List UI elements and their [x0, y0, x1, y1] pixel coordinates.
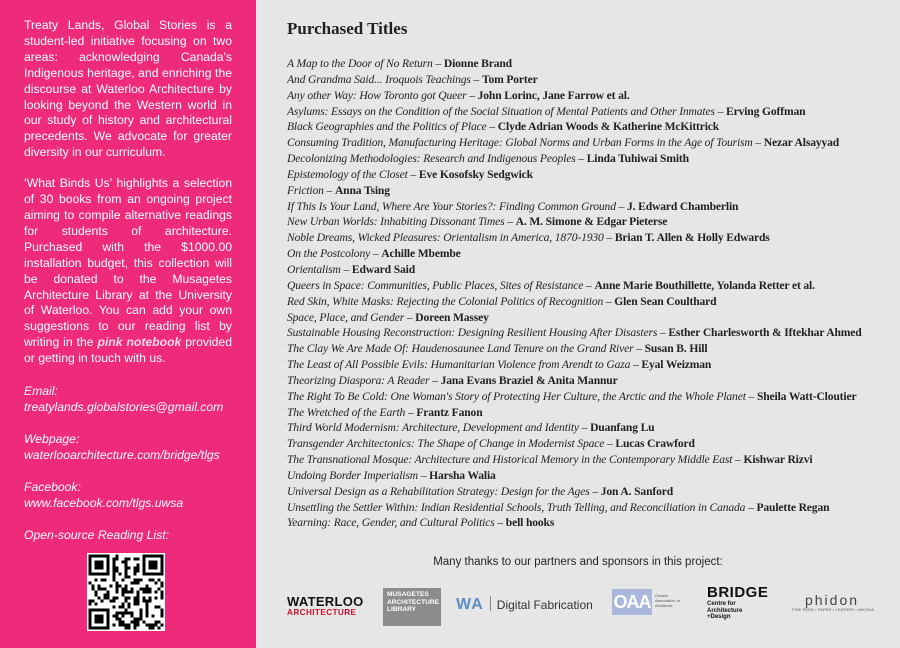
book-title: Yearning: Race, Gender, and Cultural Politics — [287, 516, 495, 530]
page-title: Purchased Titles — [287, 19, 408, 38]
book-title: The Right To Be Cold: One Woman's Story of Protecting Her Culture, the Arctic and the Whole Planet — [287, 389, 746, 403]
title-author-separator: – — [473, 72, 480, 86]
book-list-item — [287, 452, 897, 468]
title-author-separator: – — [406, 310, 413, 324]
phidon-logo-line1: phidon — [804, 592, 860, 608]
email-label: Email: — [24, 384, 58, 399]
bridge-logo — [707, 585, 768, 621]
binds-paragraph — [24, 176, 232, 367]
title-author-separator: – — [343, 262, 350, 276]
reading-list-label: Open-source Reading List: — [24, 528, 169, 543]
pink-notebook-emphasis: pink notebook — [97, 335, 182, 350]
title-author-separator: – — [659, 326, 666, 340]
book-list-item — [287, 230, 897, 246]
book-title: Orientalism — [287, 262, 341, 276]
book-title: If This Is Your Land, Where Are Your Stories?: Finding Common Ground — [287, 199, 616, 213]
book-list-item — [287, 262, 897, 278]
book-author: Paulette Regan — [756, 500, 830, 514]
binds-paragraph-end: provided or getting in touch with us. — [24, 335, 232, 366]
waterloo-architecture-logo — [287, 595, 377, 618]
book-author: Kishwar Rizvi — [743, 453, 813, 467]
book-author: Anne Marie Bouthillette, Yolanda Retter et al. — [594, 278, 815, 292]
book-title: Space, Place, and Gender — [287, 310, 405, 324]
title-author-separator: – — [606, 231, 613, 245]
title-author-separator: – — [607, 437, 613, 451]
book-list-item — [287, 88, 897, 104]
waterloo-logo-line1: WATERLOO — [287, 594, 364, 609]
binds-paragraph-start: ‘What Binds Us’ highlights a selection of 30 books from an ongoing project aiming to compile alternative readings for students of architecture. Purchased with the $1000.00 installation budget, this collection will be donated to the Musagetes Architecture Library at the University of Waterloo. You can add your own suggestions to our reading list by writing in the — [24, 176, 232, 350]
book-list-item — [287, 56, 897, 72]
book-title: The Transnational Mosque: Architecture and Historical Memory in the Contemporary Middle East — [287, 453, 733, 467]
title-author-separator: – — [578, 152, 584, 166]
book-author: Achille Mbembe — [381, 247, 461, 261]
book-title: Consuming Tradition, Manufacturing Heritage: Global Norms and Urban Forms in the Age of Tourism — [287, 136, 753, 150]
book-author: Eyal Weizman — [641, 358, 712, 372]
book-title: Red Skin, White Masks: Rejecting the Colonial Politics of Recognition — [287, 294, 604, 308]
book-title: Any other Way: How Toronto got Queer — [287, 88, 467, 102]
book-list-item — [287, 515, 897, 531]
book-author: Edward Said — [351, 262, 416, 276]
phidon-logo-line2: FINE PENS • PAPER • LEATHER • NIKONA — [792, 608, 874, 612]
book-list-item — [287, 294, 897, 310]
oaa-mark: OAA — [612, 589, 652, 615]
title-author-separator: – — [735, 453, 741, 467]
title-author-separator: – — [497, 516, 504, 530]
reading-list-contact — [24, 527, 232, 543]
book-list-item — [287, 104, 897, 120]
book-title: The Least of All Possible Evils: Humanitarian Violence from Arendt to Gaza — [287, 358, 631, 372]
book-author: Erving Goffman — [726, 104, 806, 118]
sponsors-thanks: Many thanks to our partners and sponsors in this project: — [433, 556, 723, 568]
facebook-value[interactable]: www.facebook.com/tlgs.uwsa — [24, 496, 184, 511]
book-author: Glen Sean Coulthard — [614, 294, 717, 308]
book-author: Linda Tuhiwai Smith — [586, 152, 689, 166]
book-list-item — [287, 151, 897, 167]
book-author: Jon A. Sanford — [600, 484, 674, 498]
book-list-item — [287, 468, 897, 484]
book-list-item — [287, 500, 897, 516]
book-author: Sheila Watt-Cloutier — [756, 389, 857, 403]
book-list-item — [287, 214, 897, 230]
title-author-separator: – — [748, 500, 754, 514]
title-author-separator: – — [407, 405, 414, 419]
book-list — [287, 56, 897, 531]
book-list-item — [287, 484, 897, 500]
webpage-contact — [24, 431, 232, 463]
title-author-separator: – — [633, 358, 639, 372]
book-list-item — [287, 436, 897, 452]
webpage-value[interactable]: waterlooarchitecture.com/bridge/tlgs — [24, 448, 220, 463]
book-author: bell hooks — [505, 516, 555, 530]
facebook-contact — [24, 479, 232, 511]
title-author-separator: – — [592, 484, 598, 498]
book-title: The Clay We Are Made Of: Haudenosaunee Land Tenure on the Grand River — [287, 342, 634, 356]
book-title: New Urban Worlds: Inhabiting Dissonant Times — [287, 215, 505, 229]
qr-code-graphic — [87, 553, 165, 631]
book-author: Tom Porter — [481, 72, 538, 86]
qr-code-icon[interactable] — [87, 553, 165, 631]
title-author-separator: – — [618, 199, 625, 213]
bridge-logo-line2: Centre for Architecture +Design — [707, 601, 743, 620]
book-title: Theorizing Diaspora: A Reader — [287, 373, 430, 387]
book-author: J. Edward Chamberlin — [627, 199, 739, 213]
book-list-item — [287, 167, 897, 183]
purchased-titles-panel — [256, 0, 900, 648]
webpage-label: Webpage: — [24, 432, 80, 447]
title-author-separator: – — [432, 373, 438, 387]
book-list-item — [287, 310, 897, 326]
book-list-item — [287, 325, 897, 341]
book-author: A. M. Simone & Edgar Pieterse — [515, 215, 668, 229]
title-author-separator: – — [372, 247, 379, 261]
title-author-separator: – — [420, 468, 427, 482]
book-list-item — [287, 72, 897, 88]
book-author: Duanfang Lu — [590, 421, 655, 435]
facebook-label: Facebook: — [24, 480, 81, 495]
book-list-item — [287, 341, 897, 357]
book-list-item — [287, 135, 897, 151]
book-title: Sustainable Housing Reconstruction: Designing Resilient Housing After Disasters — [287, 326, 658, 340]
title-author-separator: – — [636, 342, 642, 356]
book-title: On the Postcolony — [287, 247, 371, 261]
book-title: A Map to the Door of No Return — [287, 57, 433, 70]
book-author: Dionne Brand — [443, 57, 512, 70]
book-author: Frantz Fanon — [416, 405, 483, 419]
phidon-logo — [792, 592, 872, 612]
title-author-separator: – — [586, 278, 592, 292]
wa-text: Digital Fabrication — [496, 598, 593, 612]
book-author: Doreen Massey — [415, 310, 489, 324]
title-author-separator: – — [748, 389, 755, 403]
intro-paragraph: Treaty Lands, Global Stories is a student-led initiative focusing on two areas: acknowledging Canada's Indigenous heritage, and enriching the discourse at Waterloo Architecture by looking beyond the Western world in our study of history and architectural precedents. We advocate for greater diversity in our curriculum. — [24, 18, 232, 160]
book-title: Third World Modernism: Architecture, Development and Identity — [287, 421, 579, 435]
wa-digital-fabrication-logo — [456, 596, 593, 614]
book-author: Nezar Alsayyad — [763, 136, 840, 150]
book-list-item — [287, 183, 897, 199]
oaa-logo — [612, 589, 680, 625]
book-title: Queers in Space: Communities, Public Places, Sites of Resistance — [287, 278, 584, 292]
email-contact — [24, 383, 232, 415]
book-list-item — [287, 373, 897, 389]
title-author-separator: – — [755, 136, 762, 150]
book-author: Susan B. Hill — [644, 342, 708, 356]
waterloo-logo-line2: ARCHITECTURE — [287, 608, 357, 617]
logo-divider — [490, 596, 491, 611]
title-author-separator: – — [581, 421, 588, 435]
book-author: John Lorinc, Jane Farrow et al. — [477, 88, 630, 102]
book-author: Eve Kosofsky Sedgwick — [418, 167, 533, 181]
book-author: Brian T. Allen & Holly Edwards — [614, 231, 770, 245]
sponsor-logos — [256, 582, 900, 632]
book-title: Decolonizing Methodologies: Research and Indigenous Peoples — [287, 152, 576, 166]
title-author-separator: – — [507, 215, 513, 229]
book-title: Black Geographies and the Politics of Place — [287, 120, 487, 134]
title-author-separator: – — [605, 294, 612, 308]
book-list-item — [287, 119, 897, 135]
book-title: Transgender Architectonics: The Shape of Change in Modernist Space — [287, 437, 605, 451]
title-author-separator: – — [410, 167, 417, 181]
musagetes-library-logo: MUSAGETES ARCHITECTURE LIBRARY — [383, 588, 441, 626]
book-author: Harsha Walia — [429, 468, 496, 482]
book-title: Asylums: Essays on the Condition of the Social Situation of Mental Patients and Other Inmates — [287, 104, 715, 118]
book-author: Esther Charlesworth & Iftekhar Ahmed — [668, 326, 862, 340]
book-title: And Grandma Said... Iroquois Teachings — [287, 72, 471, 86]
book-list-item — [287, 405, 897, 421]
book-author: Jana Evans Braziel & Anita Mannur — [440, 373, 618, 387]
book-list-item — [287, 199, 897, 215]
book-title: Noble Dreams, Wicked Pleasures: Orientalism in America, 1870-1930 — [287, 231, 604, 245]
book-list-item — [287, 420, 897, 436]
title-author-separator: – — [489, 120, 496, 134]
title-author-separator: – — [435, 57, 442, 70]
email-value[interactable]: treatylands.globalstories@gmail.com — [24, 400, 224, 415]
book-author: Lucas Crawford — [615, 437, 695, 451]
book-title: Unsettling the Settler Within: Indian Residential Schools, Truth Telling, and Reconciliation in Canada — [287, 500, 746, 514]
title-author-separator: – — [326, 183, 333, 197]
book-title: Undoing Border Imperialism — [287, 468, 418, 482]
info-sidebar — [0, 0, 256, 648]
title-author-separator: – — [469, 88, 475, 102]
bridge-logo-line1: BRIDGE — [707, 584, 769, 601]
book-title: Universal Design as a Rehabilitation Strategy: Design for the Ages — [287, 484, 590, 498]
book-list-item — [287, 389, 897, 405]
title-author-separator: – — [717, 104, 724, 118]
book-list-item — [287, 278, 897, 294]
book-list-item — [287, 357, 897, 373]
book-author: Anna Tsing — [334, 183, 390, 197]
book-title: The Wretched of the Earth — [287, 405, 406, 419]
book-list-item — [287, 246, 897, 262]
oaa-text: Ontario Association of Architects — [655, 593, 680, 608]
book-author: Clyde Adrian Woods & Katherine McKittrick — [497, 120, 720, 134]
book-title: Friction — [287, 183, 324, 197]
book-title: Epistemology of the Closet — [287, 167, 408, 181]
wa-mark: WA — [456, 596, 484, 613]
